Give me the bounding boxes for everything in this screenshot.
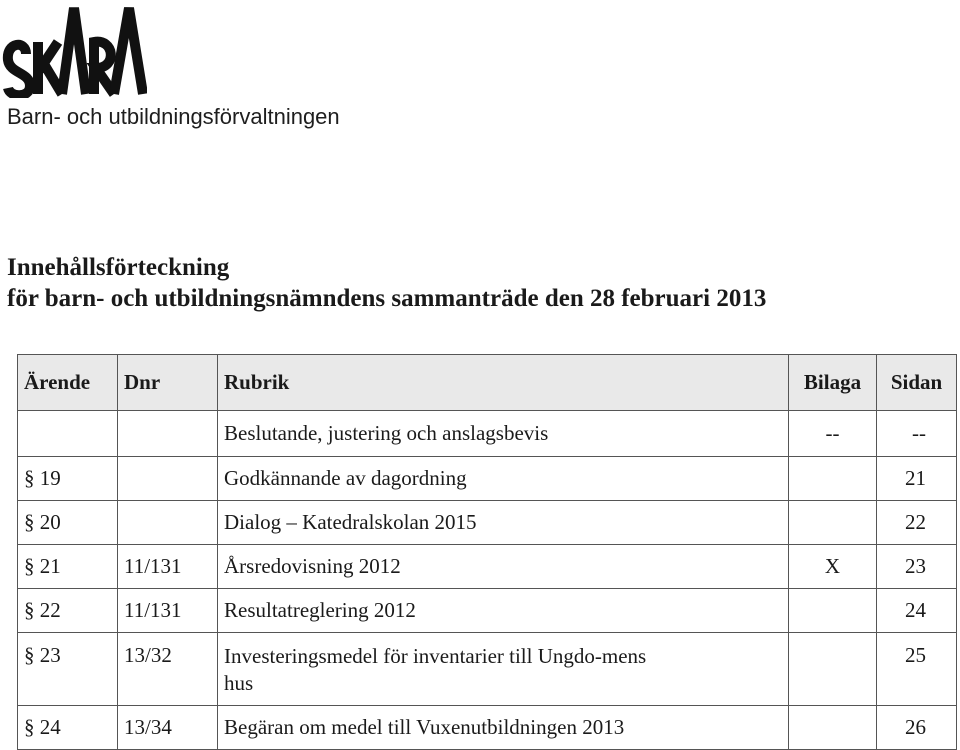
cell-rubrik: Årsredovisning 2012 (218, 545, 789, 589)
org-name: Barn- och utbildningsförvaltningen (7, 104, 340, 129)
cell-bilaga: X (789, 545, 877, 589)
cell-rubrik: Begäran om medel till Vuxenutbildningen 2013 (218, 705, 789, 749)
cell-dnr: 13/34 (118, 705, 218, 749)
cell-sidan: 26 (877, 705, 957, 749)
col-header-sidan: Sidan (877, 355, 957, 411)
table-row (18, 705, 957, 749)
toc-table (17, 354, 957, 750)
document-title (7, 252, 766, 314)
table-header-row (18, 355, 957, 411)
col-header-arende: Ärende (18, 355, 118, 411)
col-header-dnr: Dnr (118, 355, 218, 411)
cell-rubrik: Godkännande av dagordning (218, 457, 789, 501)
title-line-2: för barn- och utbildningsnämndens sammanträde den 28 februari 2013 (7, 285, 767, 312)
cell-sidan: 21 (877, 457, 957, 501)
cell-dnr (118, 411, 218, 457)
table-row (18, 411, 957, 457)
table-row (18, 545, 957, 589)
cell-bilaga (789, 501, 877, 545)
table-row (18, 501, 957, 545)
cell-rubrik: Resultatreglering 2012 (218, 589, 789, 633)
cell-sidan: 22 (877, 501, 957, 545)
cell-bilaga (789, 457, 877, 501)
cell-dnr: 11/131 (118, 589, 218, 633)
cell-dnr (118, 501, 218, 545)
cell-dnr: 11/131 (118, 545, 218, 589)
cell-bilaga: -- (789, 411, 877, 457)
cell-dnr (118, 457, 218, 501)
cell-rubrik: Investeringsmedel för inventarier till Ungdo-mens hus (218, 633, 789, 706)
cell-sidan: -- (877, 411, 957, 457)
cell-arende (18, 411, 118, 457)
cell-arende: § 22 (18, 589, 118, 633)
cell-arende: § 23 (18, 633, 118, 706)
cell-rubrik: Beslutande, justering och anslagsbevis (218, 411, 789, 457)
table-row (18, 457, 957, 501)
cell-sidan: 24 (877, 589, 957, 633)
cell-bilaga (789, 633, 877, 706)
cell-sidan: 25 (877, 633, 957, 706)
cell-bilaga (789, 589, 877, 633)
table-row (18, 633, 957, 706)
cell-arende: § 24 (18, 705, 118, 749)
table-row (18, 589, 957, 633)
cell-arende: § 19 (18, 457, 118, 501)
title-line-1: Innehållsförteckning (7, 254, 230, 281)
cell-rubrik: Dialog – Katedralskolan 2015 (218, 501, 789, 545)
cell-bilaga (789, 705, 877, 749)
col-header-bilaga: Bilaga (789, 355, 877, 411)
cell-arende: § 21 (18, 545, 118, 589)
cell-dnr: 13/32 (118, 633, 218, 706)
skara-logo (2, 2, 147, 98)
col-header-rubrik: Rubrik (218, 355, 789, 411)
cell-arende: § 20 (18, 501, 118, 545)
cell-sidan: 23 (877, 545, 957, 589)
